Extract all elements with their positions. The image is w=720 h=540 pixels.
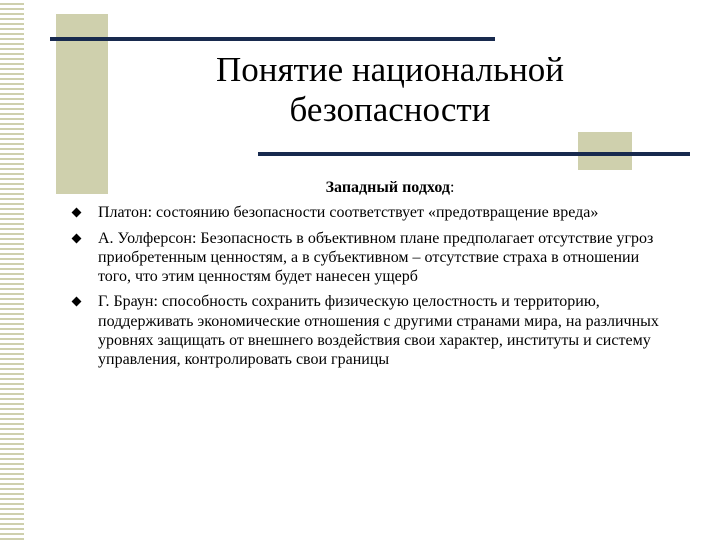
bullet-text: Платон: состоянию безопасности соответствует «предотвращение вреда»	[98, 204, 599, 222]
bullet-list	[70, 203, 670, 369]
bottom-navy-rule	[258, 152, 690, 156]
bullet-item	[70, 292, 670, 369]
slide-title	[150, 50, 630, 130]
left-stripe-decoration	[0, 0, 24, 540]
bullet-text: Г. Браун: способность сохранить физическую целостность и территорию, поддерживать экономические отношения с другими странами мира, на различных уровнях защищать от внешнего воздействия свои характер, институты и систему управления, контролировать свои границы	[98, 293, 659, 369]
bullet-text: А. Уолферсон: Безопасность в объективном плане предполагает отсутствие угроз приобретенным ценностям, а в субъективном – отсутствие страха в отношении того, что этим ценностям будет нанесен ущерб	[98, 229, 654, 286]
slide-content	[70, 178, 670, 370]
bottom-right-khaki-block	[578, 132, 632, 170]
bullet-item	[70, 203, 670, 222]
title-line-2: безопасности	[289, 90, 491, 129]
title-line-1: Понятие национальной	[215, 50, 565, 89]
top-navy-rule	[50, 37, 495, 41]
diamond-bullet-icon	[72, 297, 82, 307]
top-left-khaki-block	[56, 14, 108, 194]
diamond-bullet-icon	[72, 233, 82, 243]
subheading	[70, 178, 670, 197]
bullet-item	[70, 229, 670, 287]
subheading-colon: :	[449, 179, 455, 196]
subheading-bold: Западный подход	[325, 179, 450, 196]
diamond-bullet-icon	[72, 208, 82, 218]
